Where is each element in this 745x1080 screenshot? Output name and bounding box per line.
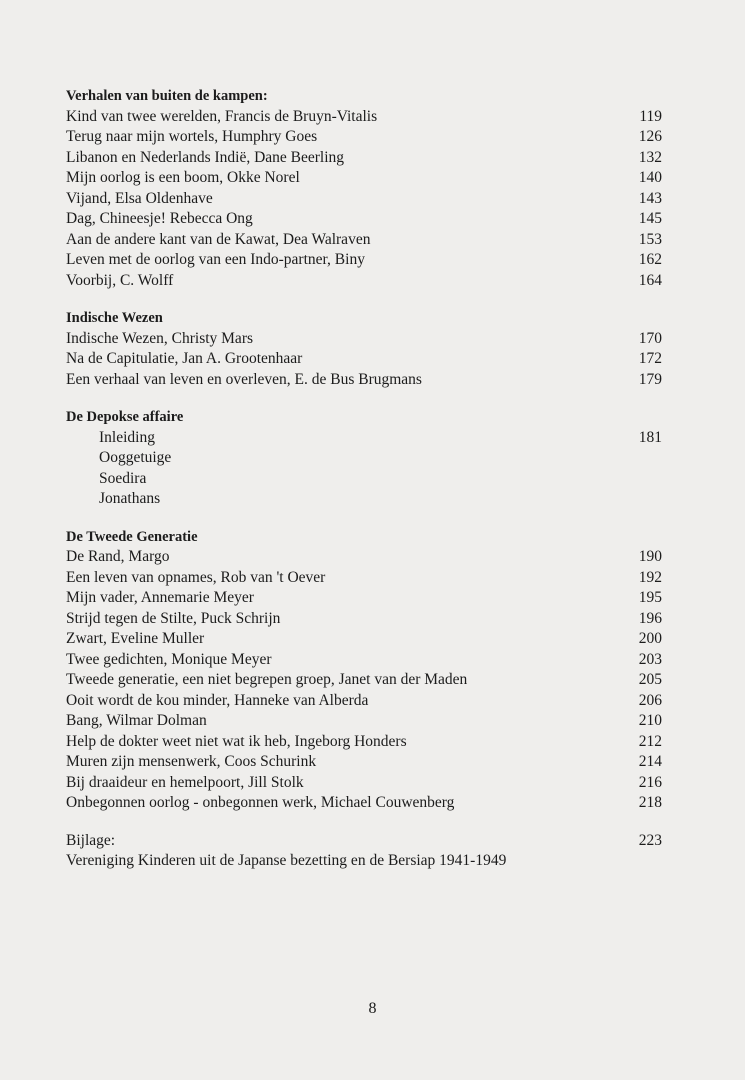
entry-title: Vijand, Elsa Oldenhave [66,189,213,207]
toc-section-verhalen [66,86,662,291]
entry-title: Aan de andere kant van de Kawat, Dea Walraven [66,230,371,248]
appendix-text: Vereniging Kinderen uit de Japanse bezetting en de Bersiap 1941-1949 [66,852,507,869]
toc-entry [66,148,662,169]
toc-entry [66,650,662,671]
toc-entry [66,271,662,292]
toc-entry [66,691,662,712]
entry-title: Muren zijn mensenwerk, Coos Schurink [66,753,317,770]
entry-page: 181 [638,428,662,446]
section-heading: De Depokse affaire [66,409,184,425]
toc-entry [66,127,662,148]
entry-page [632,489,662,510]
entry-title: Een leven van opnames, Rob van 't Oever [66,568,326,586]
entry-page: 200 [638,630,662,647]
toc-section-indische-wezen [66,308,662,390]
entry-page: 195 [638,589,662,606]
section-heading: Verhalen van buiten de kampen: [66,88,268,104]
entry-page: 192 [638,568,662,586]
toc-entry [66,793,662,814]
toc-section-tweede-generatie [66,527,662,814]
entry-title: Strijd tegen de Stilte, Puck Schrijn [66,609,281,627]
entry-page: 119 [639,107,662,125]
entry-title: Soedira [99,469,147,487]
toc-entry [66,448,662,469]
entry-title: Indische Wezen, Christy Mars [66,329,254,347]
toc-entry [66,629,662,650]
toc-entry [66,349,662,370]
entry-page [632,469,662,490]
entry-page: 196 [638,609,662,627]
entry-title: Help de dokter weet niet wat ik heb, Ingeborg Honders [66,732,407,750]
entry-page: 143 [638,189,662,207]
appendix-label: Bijlage: [66,831,116,849]
entry-page: 212 [638,732,662,750]
entry-page: 172 [638,350,662,367]
toc-entry [66,752,662,773]
toc-entry [66,588,662,609]
entry-title: Bij draaideur en hemelpoort, Jill Stolk [66,773,304,791]
entry-page: 206 [638,691,662,709]
entry-title: Voorbij, C. Wolff [66,271,174,289]
entry-title: Ooit wordt de kou minder, Hanneke van Alberda [66,691,369,709]
toc-entry [66,732,662,753]
toc-section-depokse-affaire [66,407,662,510]
toc-entry [66,329,662,350]
toc-entry [66,209,662,230]
entry-title: Een verhaal van leven en overleven, E. de Bus Brugmans [66,370,422,388]
toc-entry [66,609,662,630]
entry-title: Leven met de oorlog van een Indo-partner, Biny [66,251,365,268]
entry-page: 170 [638,329,662,347]
entry-title: Na de Capitulatie, Jan A. Grootenhaar [66,350,303,367]
entry-title: Ooggetuige [99,449,172,466]
entry-title: Libanon en Nederlands Indië, Dane Beerling [66,148,345,166]
entry-title: De Rand, Margo [66,548,170,565]
entry-title: Dag, Chineesje! Rebecca Ong [66,210,253,227]
toc-entry [66,670,662,691]
toc-entry [66,469,662,490]
section-heading: De Tweede Generatie [66,528,198,545]
entry-title: Kind van twee werelden, Francis de Bruyn-Vitalis [66,107,378,125]
entry-title: Mijn vader, Annemarie Meyer [66,589,254,606]
entry-page: 126 [638,128,662,145]
toc-entry [66,773,662,794]
toc-entry [66,189,662,210]
entry-title: Tweede generatie, een niet begrepen groep, Janet van der Maden [66,671,468,688]
toc-entry [66,230,662,251]
entry-page: 218 [638,794,662,811]
toc-entry [66,489,662,510]
entry-page: 190 [638,548,662,565]
entry-page: 164 [638,271,662,289]
toc-entry [66,107,662,128]
entry-page: 140 [638,169,662,186]
entry-page: 145 [638,210,662,227]
entry-title: Twee gedichten, Monique Meyer [66,650,272,668]
toc-entry [66,831,662,852]
section-heading: Indische Wezen [66,310,163,326]
toc-entry [66,568,662,589]
entry-title: Onbegonnen oorlog - onbegonnen werk, Michael Couwenberg [66,794,455,811]
toc-entry [66,547,662,568]
toc-entry [66,428,662,449]
entry-title: Terug naar mijn wortels, Humphry Goes [66,128,318,145]
entry-page: 216 [638,773,662,791]
entry-page: 214 [638,753,662,770]
entry-page: 153 [638,230,662,248]
entry-title: Bang, Wilmar Dolman [66,712,207,729]
entry-title: Jonathans [99,490,161,507]
entry-page: 205 [638,671,662,688]
entry-page: 210 [638,712,662,729]
entry-page: 179 [638,370,662,388]
entry-page: 132 [638,148,662,166]
entry-page: 162 [638,251,662,268]
toc-entry [66,711,662,732]
toc-entry [66,851,662,872]
entry-page [632,448,662,469]
toc-appendix [66,831,662,872]
entry-title: Zwart, Eveline Muller [66,630,205,647]
entry-title: Mijn oorlog is een boom, Okke Norel [66,169,300,186]
entry-page: 223 [638,831,662,849]
table-of-contents [66,86,662,872]
entry-page: 203 [638,650,662,668]
entry-title: Inleiding [99,428,155,446]
toc-entry [66,250,662,271]
page-number: 8 [368,1000,377,1017]
toc-entry [66,370,662,391]
toc-entry [66,168,662,189]
